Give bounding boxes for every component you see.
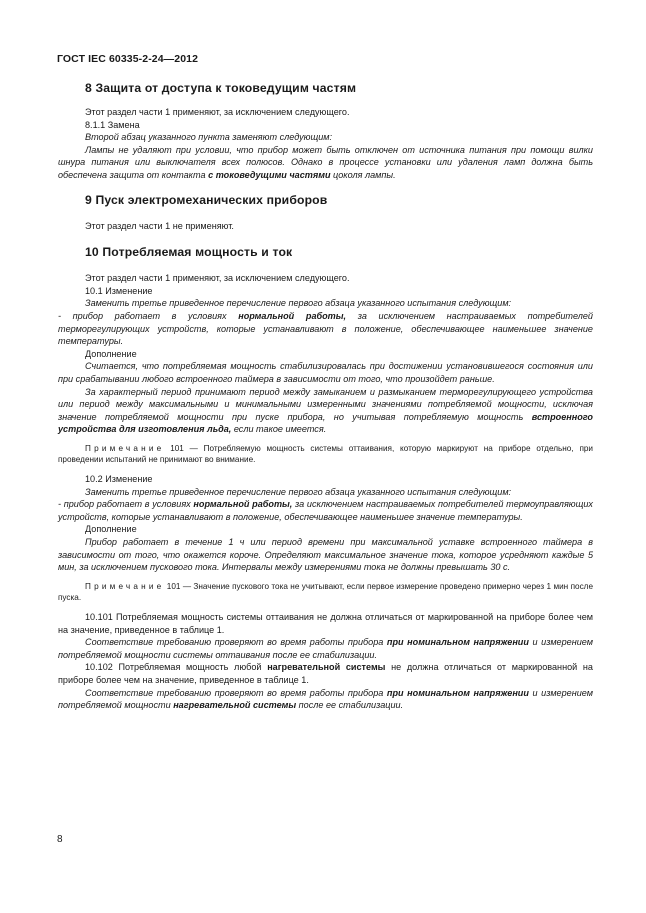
defined-term: нагревательной системы: [267, 662, 386, 673]
section-10-title: 10 Потребляемая мощность и ток: [85, 245, 293, 260]
defined-term: нагревательной системы: [173, 700, 297, 711]
paragraph: Соответствие требованию проверяют во время работы прибора при номинальном напряжении и измерением потребляемой мощности системы оттаивания после ее стабилизации.: [58, 637, 593, 660]
note-label: Примечание: [85, 581, 165, 591]
defined-term: нормальной работы,: [238, 310, 347, 321]
list-item: - прибор работает в условиях нормальной работы, за исключением настраиваемых потребителей терморегулирующих устройств, которые устанавливают в положение, обеспечивающее наименьшее значение температуры.: [58, 310, 593, 347]
paragraph: Прибор работает в течение 1 ч или период времени при максимальной уставке встроенного таймера в зависимости от того, что окажется короче. Определяют максимальное значение тока, которое усредняют каждые 5 мин, за исключением пускового тока. Интервалы между измерениями тока не должны превышать 30 с.: [58, 537, 593, 573]
paragraph: Этот раздел части 1 применяют, за исключением следующего.: [85, 107, 350, 117]
defined-term: нормальной работы,: [193, 499, 293, 510]
clause-10-101: 10.101 Потребляемая мощность системы оттаивания не должна отличаться от маркированной на приборе более чем на значение, приведенное в таблице 1.: [58, 612, 593, 635]
defined-term: при номинальном напряжении: [386, 687, 529, 698]
paragraph: Заменить третье приведенное перечисление первого абзаца указанного испытания следующим:: [85, 298, 512, 309]
note: Примечание 101 — Потребляемую мощность системы оттаивания, которую маркируют на приборе отдельно, при проведении испытаний не принимают во внимание.: [58, 443, 593, 465]
paragraph: За характерный период принимают период между замыканием и размыканием терморегулирующего устройства или период между максимальными и минимальными измеренными значениями потребляемой мощности, исключая значение потребляемой мощности при пуске прибора, но учитывая потребляемую мощность встроенного устройства для изготовления льда, если такое имеется.: [58, 386, 593, 435]
defined-term: встроенного устройства для изготовления льда,: [58, 411, 593, 435]
clause-heading: 10.2 Изменение: [85, 474, 153, 485]
paragraph: Этот раздел части 1 не применяют.: [85, 220, 234, 231]
defined-term: с токоведущими частями: [208, 169, 331, 180]
list-item: - прибор работает в условиях нормальной работы, за исключением настраиваемых потребителей термоуправляющих устройств, которые устанавливают в положение, обеспечивающее наименьшее значение температуры.: [58, 499, 593, 522]
paragraph: Второй абзац указанного пункта заменяют следующим:: [85, 132, 333, 143]
page-content: [58, 80, 593, 712]
page-number: 8: [57, 834, 63, 845]
paragraph: Лампы не удаляют при условии, что прибор может быть отключен от источника питания при помощи вилки шнура питания или выключателя всех полюсов. Однако в процессе установки или удаления ламп должна быть обеспечена защита от контакта с токоведущими частями цоколя лампы.: [58, 144, 593, 180]
document-id: ГОСТ IEC 60335-2-24—2012: [57, 53, 199, 65]
defined-term: при номинальном напряжении: [386, 637, 529, 648]
paragraph: Считается, что потребляемая мощность стабилизировалась при достижении установившегося состояния или при срабатывании любого встроенного таймера в зависимости от того, что произойдет раньше.: [58, 361, 593, 384]
paragraph: Этот раздел части 1 применяют, за исключением следующего.: [85, 273, 350, 284]
note: Примечание 101 — Значение пускового тока не учитывают, если первое измерение проведено примерно через 1 мин после пуска.: [58, 581, 593, 603]
addition-label: Дополнение: [85, 348, 137, 359]
clause-heading: 10.1 Изменение: [85, 285, 153, 296]
clause-10-102: 10.102 Потребляемая мощность любой нагревательной системы не должна отличаться от маркированной на приборе более чем на значение, приведенное в таблице 1.: [58, 662, 593, 685]
addition-label: Дополнение: [85, 524, 137, 535]
paragraph: Заменить третье приведенное перечисление первого абзаца указанного испытания следующим:: [85, 486, 512, 497]
note-label: Примечание: [85, 443, 165, 453]
paragraph: Соответствие требованию проверяют во время работы прибора при номинальном напряжении и измерением потребляемой мощности нагревательной системы после ее стабилизации.: [58, 687, 593, 711]
section-8-title: 8 Защита от доступа к токоведущим частям: [85, 81, 357, 95]
clause-heading: 8.1.1 Замена: [85, 119, 140, 130]
section-9-title: 9 Пуск электромеханических приборов: [85, 192, 328, 207]
